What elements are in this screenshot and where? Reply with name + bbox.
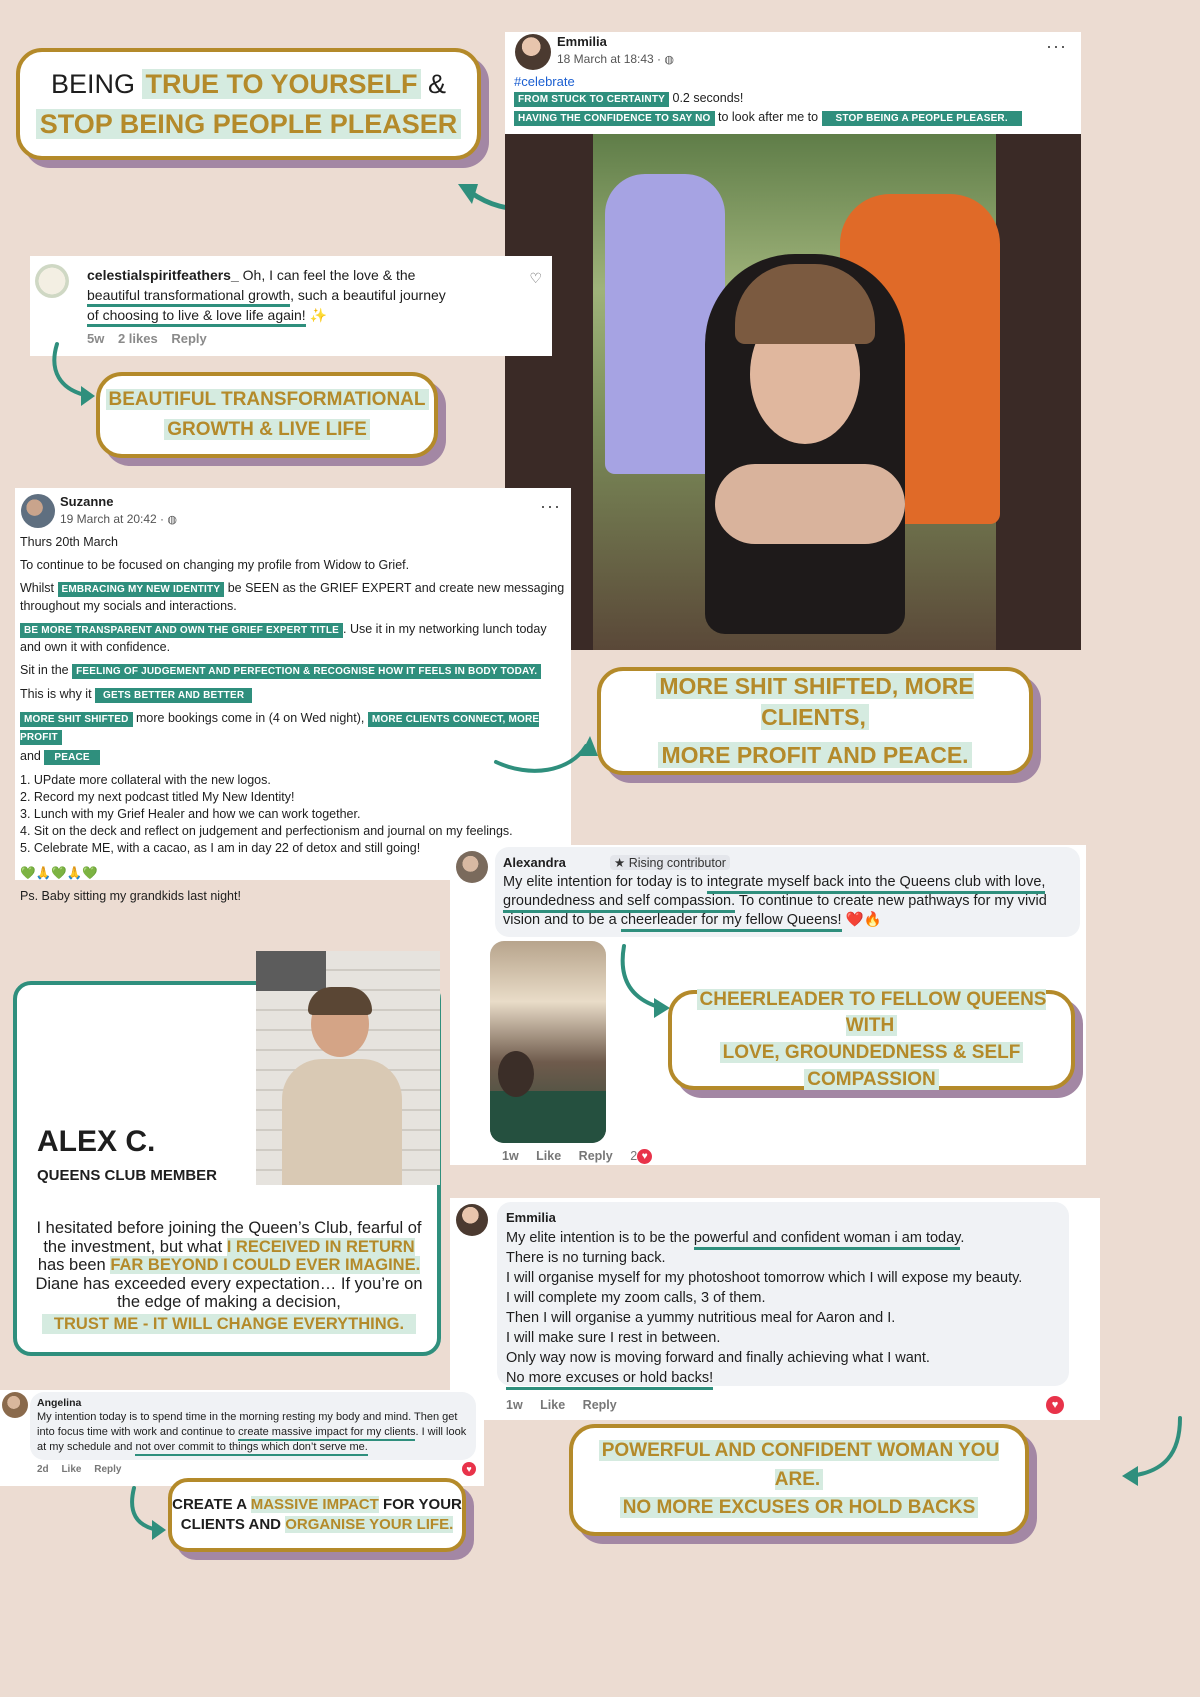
comment-author[interactable]: celestialspiritfeathers_ [87,267,239,283]
callout-cheerleader [668,990,1075,1090]
facebook-comment-angelina [0,1390,484,1486]
comment-age: 1w [502,1149,519,1163]
list-item: 2. Record my next podcast titled My New Identity! [20,790,295,804]
reply-link[interactable]: Reply [582,1398,617,1412]
comment-author[interactable]: Alexandra [503,855,566,870]
callout-text: FOR YOUR [378,1495,462,1513]
callout-powerful-woman [569,1424,1029,1536]
post-author[interactable]: Emmilia [557,34,607,49]
comment-line: I will organise myself for my photoshoot tomorrow which I will expose my beauty. [506,1270,1023,1286]
callout-true-to-yourself [16,48,481,160]
comment-photo[interactable] [490,941,606,1143]
comment-line: I will complete my zoom calls, 3 of them. [506,1290,766,1306]
heart-reaction-icon[interactable]: ♥ [1046,1396,1064,1414]
underlined-text: of choosing to live & love life again! [87,307,306,327]
callout-line: BEAUTIFUL TRANSFORMATIONAL [106,389,429,410]
highlight-peace: PEACE [44,750,99,765]
quote-text: Diane has exceeded every expectation… If you’re on the edge of making a decision, [35,1274,423,1311]
post-text: to look after me to [714,110,822,124]
star-icon: ★ [614,856,626,870]
like-link[interactable]: Like [61,1464,82,1475]
underlined-text: cheerleader for my fellow Queens! [621,912,842,932]
callout-line: COMPASSION [804,1069,938,1090]
post-ps: Ps. Baby sitting my grandkids last night! [20,889,241,903]
post-date-line: Thurs 20th March [20,535,118,549]
avatar [515,34,551,70]
post-text: Sit in the [20,663,73,677]
hashtag-link[interactable]: #celebrate [514,74,575,89]
callout-line: GROWTH & LIVE LIFE [164,419,370,440]
curved-arrow-icon [490,728,600,784]
post-time[interactable]: 19 March at 20:42 · [60,512,168,526]
heart-fire-emoji: ❤️🔥 [841,912,882,928]
post-time[interactable]: 18 March at 18:43 · [557,52,665,66]
callout-line: MORE SHIT SHIFTED, MORE CLIENTS, [656,673,973,730]
callout-text: BEING [50,68,143,99]
heart-icon[interactable]: ♡ [529,270,542,286]
avatar [2,1392,28,1418]
list-item: 3. Lunch with my Grief Healer and how we can work together. [20,807,361,821]
contributor-badge: Rising contributor [628,856,726,870]
comment-line: Then I will organise a yummy nutritious meal for Aaron and I. [506,1310,896,1326]
callout-text: CREATE A [172,1495,251,1513]
underlined-text: No more excuses or hold backs! [506,1370,713,1390]
callout-text: CLIENTS AND [180,1516,286,1533]
list-item: 4. Sit on the deck and reflect on judgement and perfectionism and journal on my feelings. [20,824,513,838]
comment-text: . I will look at my schedule and [37,1426,467,1453]
callout-line: LOVE, GROUNDEDNESS & SELF [720,1042,1024,1063]
quote-highlight: I RECEIVED IN RETURN [226,1237,415,1256]
like-link[interactable]: Like [540,1398,566,1412]
post-author[interactable]: Suzanne [60,494,114,509]
post-text: be SEEN as the GRIEF EXPERT and create new messaging throughout my socials and interactions. [20,581,565,613]
callout-massive-impact [168,1478,466,1552]
underlined-text: create massive impact for my clients [238,1426,415,1441]
facebook-comment-emmilia [450,1198,1100,1420]
callout-more-profit [597,667,1033,775]
globe-icon: ◍ [167,514,177,526]
heart-reaction-icon: ♥ [637,1149,652,1164]
avatar [35,264,69,298]
comment-text: My elite intention for today is to [503,874,707,890]
sparkle-emoji: ✨ [305,307,328,323]
facebook-post-suzanne [15,488,571,903]
callout-line: MORE PROFIT AND PEACE. [658,742,971,768]
callout-line: CHEERLEADER TO FELLOW QUEENS WITH [697,989,1047,1037]
post-text: more bookings come in (4 on Wed night), [132,711,368,725]
comment-text: , such a beautiful journey [290,287,446,303]
comment-line: I will make sure I rest in between. [506,1330,721,1346]
like-link[interactable]: Like [536,1149,562,1163]
more-options-icon[interactable]: ··· [540,496,561,516]
underlined-text: powerful and confident woman i am today [694,1230,961,1250]
list-item: 5. Celebrate ME, with a cacao, as I am in day 22 of detox and still going! [20,841,421,855]
quote-text: has been [37,1256,111,1274]
highlight-shit-shifted: MORE SHIT SHIFTED [20,712,133,727]
callout-highlight: MASSIVE IMPACT [250,1495,379,1513]
comment-age: 2d [37,1464,49,1475]
highlight-more-clients: MORE CLIENTS CONNECT, MORE PROFIT [20,714,540,743]
post-paragraph: To continue to be focused on changing my profile from Widow to Grief. [20,558,410,572]
highlight-new-identity: EMBRACING MY NEW IDENTITY [58,582,225,597]
comment-line: There is no turning back. [506,1250,666,1266]
testimonial-name: ALEX C. [37,1125,156,1158]
underlined-text: integrate myself back into the Queens club with love, [707,874,1046,894]
callout-highlight: ORGANISE YOUR LIFE. [285,1516,454,1533]
callout-line: POWERFUL AND CONFIDENT WOMAN YOU ARE. [599,1440,1000,1490]
curved-arrow-icon [1120,1410,1190,1490]
avatar [456,851,488,883]
reply-link[interactable]: Reply [171,331,207,346]
callout-highlight: TRUE TO YOURSELF [142,69,420,99]
callout-line: NO MORE EXCUSES OR HOLD BACKS [620,1497,979,1518]
more-options-icon[interactable]: ··· [1046,36,1067,56]
quote-highlight: FAR BEYOND I COULD EVER IMAGINE. [110,1256,421,1274]
likes-count[interactable]: 2 likes [117,331,158,346]
comment-age: 1w [506,1398,523,1412]
highlight-better: GETS BETTER AND BETTER [95,688,252,703]
highlight-stuck-to-certainty: FROM STUCK TO CERTAINTY [514,92,669,107]
comment-text: Oh, I can feel the love & the [238,267,416,283]
comment-text: To continue to create new pathways for my vivid vision and to be a [503,893,1047,928]
post-text: This is why it [20,687,96,701]
quote-text: I hesitated before joining the Queen’s Club, fearful of the investment, but what [36,1219,422,1256]
underlined-text: groundedness and self compassion. [503,893,735,913]
highlight-people-pleaser: STOP BEING A PEOPLE PLEASER. [822,111,1022,126]
callout-transformational-growth [96,372,438,458]
comment-text: . [960,1230,965,1246]
comment-line: Only way now is moving forward and finally achieving what I want. [506,1350,930,1366]
globe-icon: ◍ [664,54,674,66]
comment-author[interactable]: Emmilia [506,1210,556,1225]
post-text: and [20,749,45,763]
comment-author[interactable]: Angelina [37,1397,82,1409]
curved-arrow-icon [124,1484,174,1544]
heart-reaction-icon[interactable]: ♥ [462,1462,476,1476]
testimonial-role: QUEENS CLUB MEMBER [37,1167,218,1184]
quote-highlight: TRUST ME - IT WILL CHANGE EVERYTHING. [42,1314,416,1335]
reply-link[interactable]: Reply [94,1464,122,1475]
highlight-transparent: BE MORE TRANSPARENT AND OWN THE GRIEF EXPERT TITLE [20,623,343,638]
callout-highlight: STOP BEING PEOPLE PLEASER [36,109,462,139]
comment-text: My elite intention is to be the [506,1230,694,1246]
highlight-judgement: FEELING OF JUDGEMENT AND PERFECTION & RECOGNISE HOW IT FEELS IN BODY TODAY. [72,664,541,679]
highlight-say-no: HAVING THE CONFIDENCE TO SAY NO [514,111,715,126]
underlined-text: beautiful transformational growth [87,287,290,307]
post-text: . Use it in my networking lunch today and own it with confidence. [20,622,547,654]
post-text: 0.2 seconds! [669,91,744,105]
comment-text: My intention today is to spend time in the morning resting my body and mind. Then get into focus time with work and continue to [37,1411,458,1438]
facebook-post-emmilia [505,32,1081,134]
reaction-count[interactable]: 2 [630,1149,638,1163]
reply-link[interactable]: Reply [578,1149,613,1163]
emoji-line: 💚🙏💚🙏💚 [20,866,98,880]
post-photo[interactable] [505,134,1081,650]
callout-text: & [420,68,447,99]
post-text: Whilst [20,581,58,595]
instagram-comment [30,256,552,356]
member-photo [256,951,440,1185]
underlined-text: not over commit to things which don’t serve me. [135,1441,367,1456]
comment-age: 5w [87,331,105,346]
list-item: 1. UPdate more collateral with the new logos. [20,773,271,787]
avatar [456,1204,488,1236]
avatar [21,494,55,528]
